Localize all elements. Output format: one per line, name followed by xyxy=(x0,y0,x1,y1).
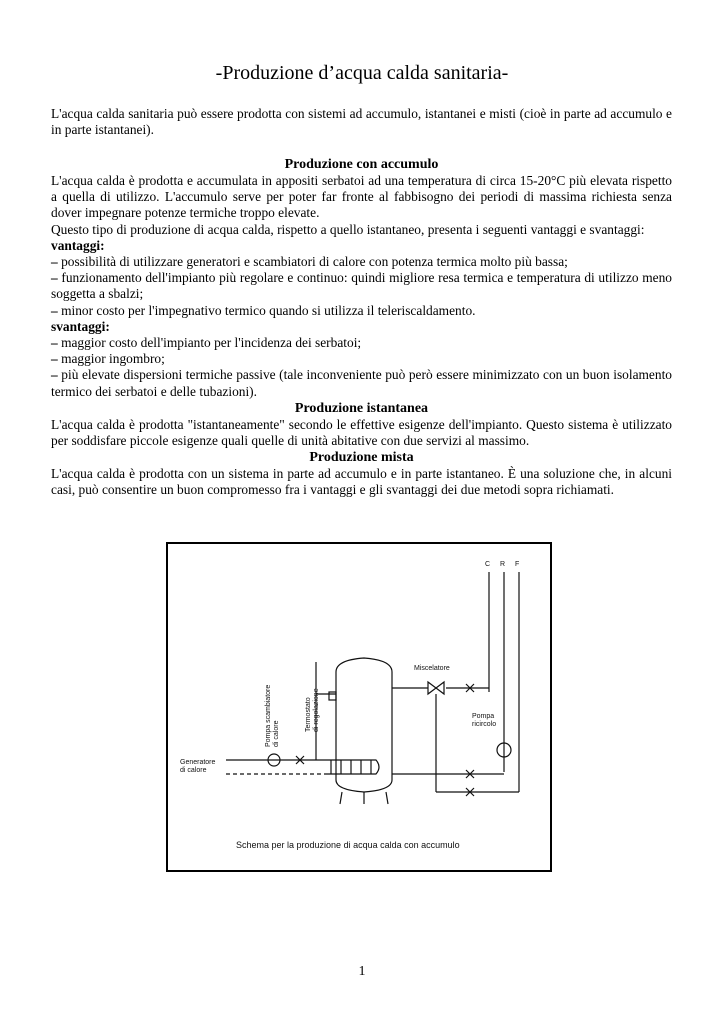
vantaggi-item-text: minor costo per l'impegnativo termico quando si utilizza il teleriscaldamento. xyxy=(61,302,476,318)
vantaggi-item-3 xyxy=(51,303,672,319)
dash: – xyxy=(51,270,58,286)
accumulo-para-1: L'acqua calda è prodotta e accumulata in appositi serbatoi ad una temperatura di circa 15-20°C più elevata rispetto a quella di utilizzo. L'accumulo serve per poter far fronte al fabbisogno dei periodi di massima richiesta senza dover impegnare potenze termiche troppo elevate. xyxy=(51,173,672,221)
label-generatore-2: di calore xyxy=(180,767,207,774)
dash: – xyxy=(51,351,58,367)
vantaggi-item-text: funzionamento dell'impianto più regolare e continuo: quindi migliore resa termica e temperatura di utilizzo meno soggetta a sbalzi; xyxy=(51,270,673,302)
heading-accumulo: Produzione con accumulo xyxy=(284,157,439,172)
intro-text: L'acqua calda sanitaria può essere prodotta con sistemi ad accumulo, istantanei e misti (cioè in parte ad accumulo e in parte istantanei). xyxy=(51,106,672,138)
label-pompa-ricircolo-1: Pompa xyxy=(472,713,495,720)
page-title: -Produzione d’acqua calda sanitaria- xyxy=(215,62,509,84)
label-pompa-scambiatore-1: Pompa scambiatore xyxy=(265,684,272,747)
schema-diagram xyxy=(166,542,552,872)
svantaggi-item-3 xyxy=(51,367,672,399)
heading-mista: Produzione mista xyxy=(309,450,414,466)
label-f: F xyxy=(515,561,520,568)
schema-figure xyxy=(166,542,552,872)
svantaggi-item-text: maggior costo dell'impianto per l'incidenza dei serbatoi; xyxy=(61,335,362,351)
dash: – xyxy=(51,335,58,351)
page-number: 1 xyxy=(358,964,366,979)
svantaggi-item-text: maggior ingombro; xyxy=(61,351,165,367)
svantaggi-item-2 xyxy=(51,351,672,367)
label-pompa-scambiatore-2: di calore xyxy=(273,720,280,747)
figure-caption: Schema per la produzione di acqua calda con accumulo xyxy=(236,840,460,850)
svantaggi-item-text: più elevate dispersioni termiche passive (tale inconveniente può però essere minimizzato con un buon isolamento termico dei serbatoi e delle tubazioni). xyxy=(51,367,672,399)
section-accumulo xyxy=(51,156,672,499)
label-pompa-ricircolo-2: ricircolo xyxy=(472,721,497,728)
label-r: R xyxy=(500,561,506,568)
vantaggi-item-2 xyxy=(51,270,672,302)
svantaggi-label: svantaggi: xyxy=(51,318,110,334)
accumulo-para-2: Questo tipo di produzione di acqua calda, rispetto a quello istantaneo, presenta i seguenti vantaggi e svantaggi: xyxy=(51,221,645,237)
label-generatore-1: Generatore xyxy=(180,759,216,766)
vantaggi-item-1 xyxy=(51,254,672,270)
dash: – xyxy=(51,367,58,383)
dash: – xyxy=(51,254,58,270)
label-c: C xyxy=(485,561,491,568)
heading-istantanea: Produzione istantanea xyxy=(294,400,429,416)
vantaggi-item-text: possibilità di utilizzare generatori e scambiatori di calore con potenza termica molto più bassa; xyxy=(61,254,568,270)
dash: – xyxy=(51,302,58,318)
vantaggi-label: vantaggi: xyxy=(51,237,105,253)
figure-border xyxy=(167,543,551,871)
svantaggi-item-1 xyxy=(51,335,672,351)
intro-paragraph xyxy=(51,106,672,138)
label-termostato-1: Termostato xyxy=(305,697,312,732)
label-miscelatore: Miscelatore xyxy=(414,665,450,672)
mista-para: L'acqua calda è prodotta con un sistema in parte ad accumulo e in parte istantaneo. È una soluzione che, in alcuni casi, può consentire un buon compromesso fra i vantaggi e gli svantaggi dei due metodi sopra richiamati. xyxy=(51,466,672,498)
istantanea-para: L'acqua calda è prodotta "istantaneamente" secondo le effettive esigenze dell'impianto. Questo sistema è utilizzato per soddisfare piccole esigenze quali quelle di unità abitative con due servizi al massimo. xyxy=(51,416,672,449)
label-termostato-2: di regolazione xyxy=(313,688,320,732)
